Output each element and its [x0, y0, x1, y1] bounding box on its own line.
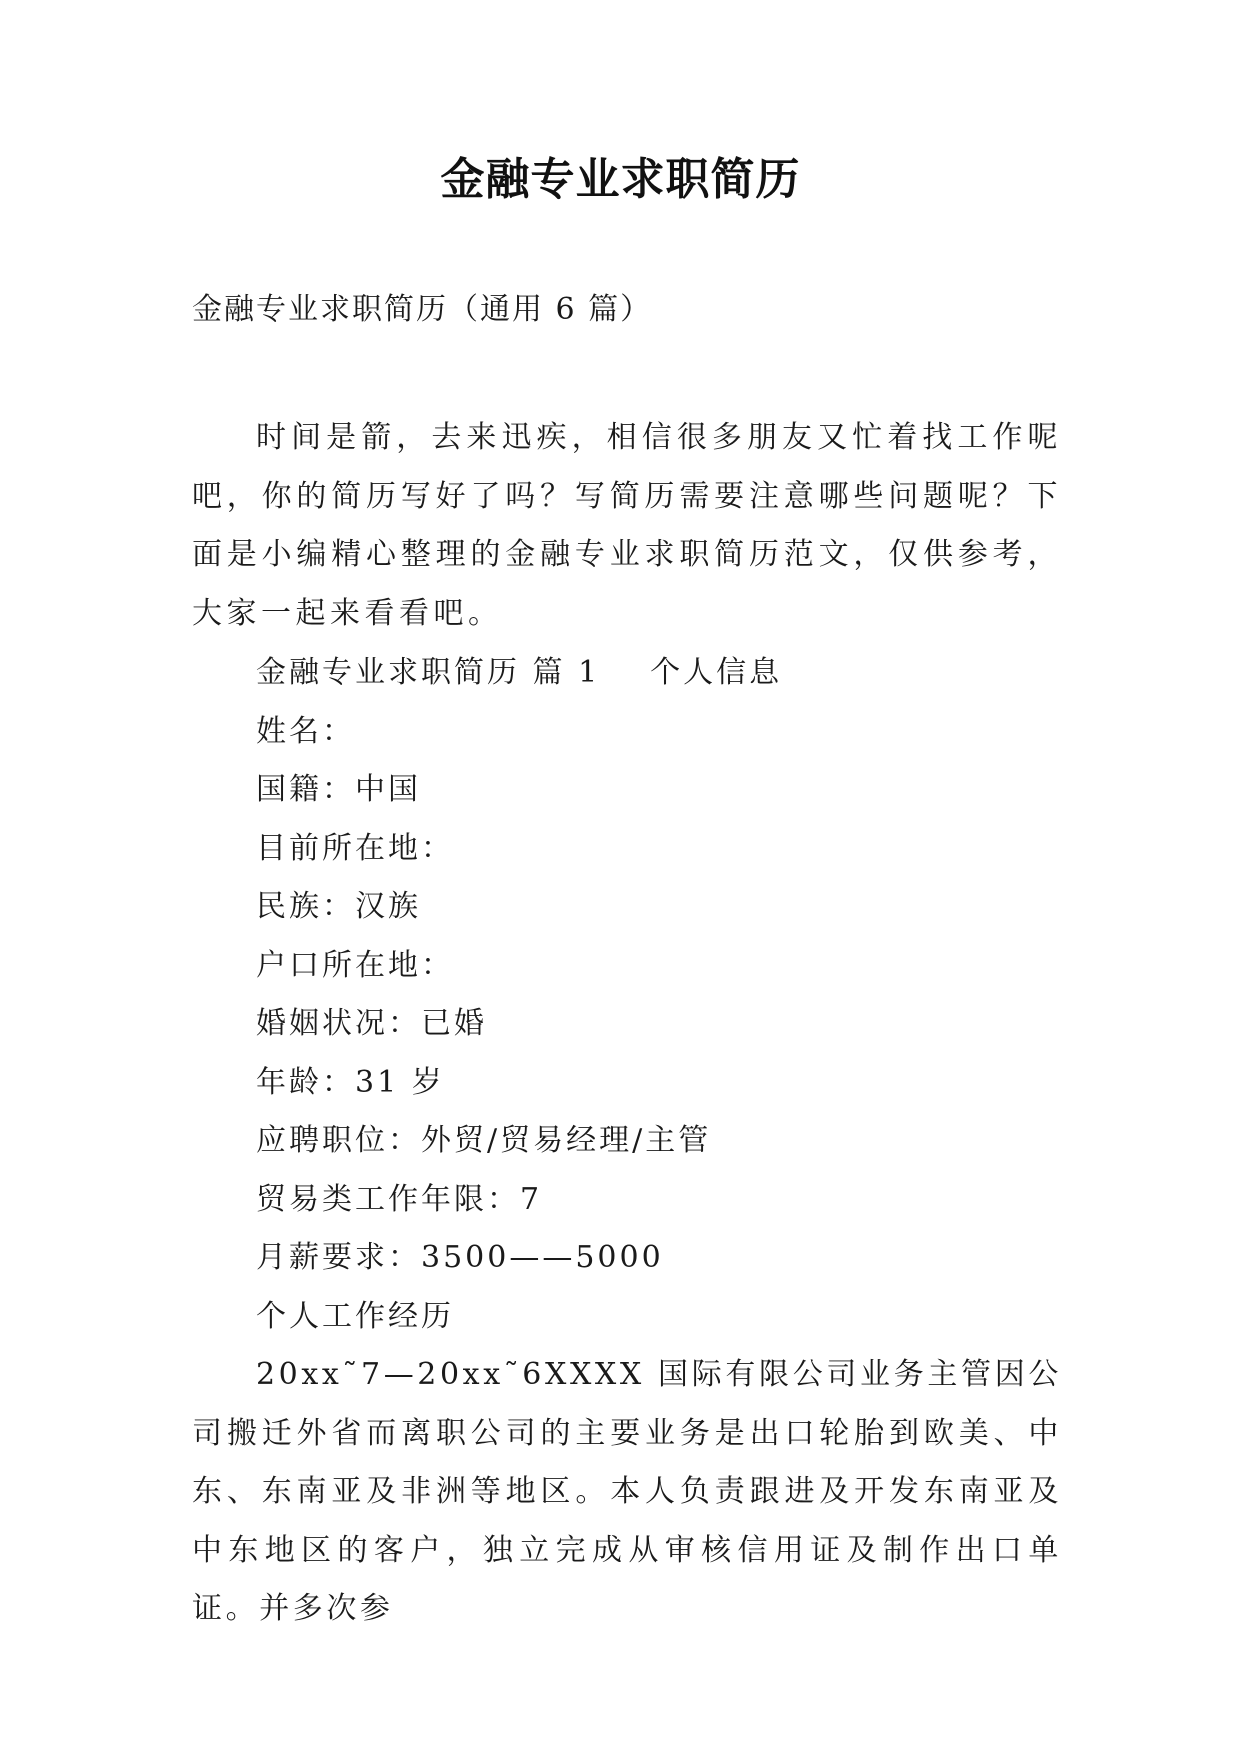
work-history-paragraph: 20xx˜7—20xx˜6XXXX 国际有限公司业务主管因公司搬迁外省而离职公司的主要业务是出口轮胎到欧美、中东、东南亚及非洲等地区。本人负责跟进及开发东南亚及中东地区的客户，独立完成从审核信用证及制作出口单证。并多次参 — [192, 1357, 1062, 1626]
section-part-label: 金融专业求职简历 篇 1 — [256, 655, 601, 690]
resume-info-list — [256, 644, 782, 1346]
document-subtitle: 金融专业求职简历（通用 6 篇） — [192, 292, 653, 327]
section-name-label: 个人信息 — [650, 655, 783, 690]
info-line-name: 姓名： — [256, 713, 355, 749]
work-history-heading: 个人工作经历 — [256, 1298, 454, 1334]
info-line-nationality: 国籍：中国 — [256, 772, 421, 807]
document-title: 金融专业求职简历 — [440, 154, 801, 205]
info-line-salary: 月薪要求：3500——5000 — [256, 1240, 664, 1275]
intro-paragraph: 时间是箭，去来迅疾，相信很多朋友又忙着找工作呢吧，你的简历写好了吗？写简历需要注意哪些问题呢？下面是小编精心整理的金融专业求职简历范文，仅供参考，大家一起来看看吧。 — [192, 420, 1062, 631]
info-line-work-years: 贸易类工作年限：7 — [256, 1181, 543, 1217]
section-heading — [256, 644, 782, 703]
info-line-age: 年龄：31 岁 — [256, 1064, 445, 1100]
info-line-current-location: 目前所在地： — [256, 830, 454, 866]
info-line-marital-status: 婚姻状况：已婚 — [256, 1006, 487, 1041]
info-line-ethnicity: 民族：汉族 — [256, 889, 421, 924]
info-line-household-registration: 户口所在地： — [256, 947, 454, 983]
info-line-position: 应聘职位：外贸/贸易经理/主管 — [256, 1123, 712, 1158]
